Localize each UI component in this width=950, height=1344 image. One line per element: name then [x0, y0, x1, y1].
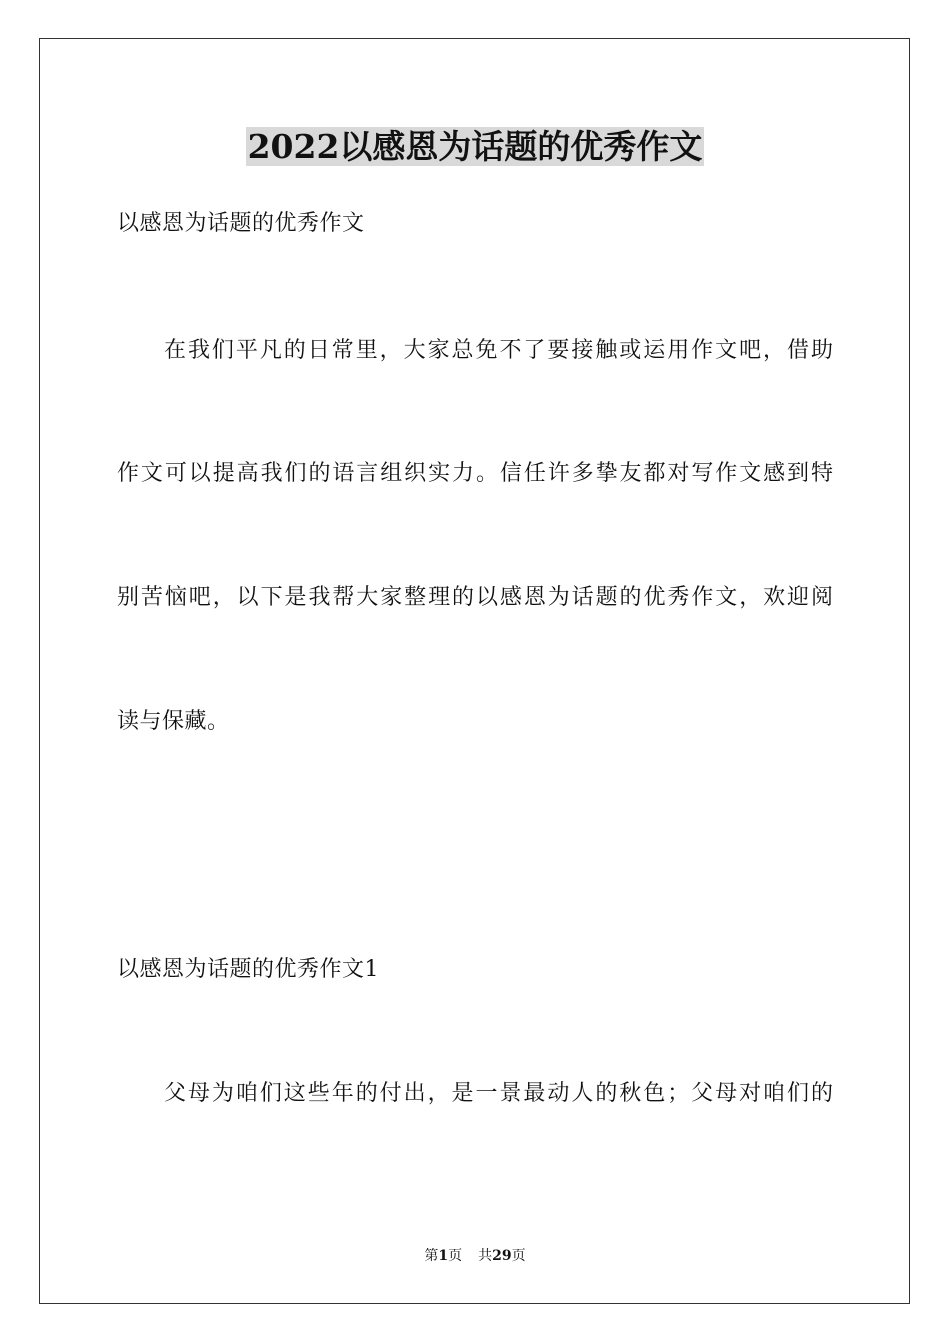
section-heading: 以感恩为话题的优秀作文1 [117, 957, 379, 982]
document-title [0, 124, 950, 170]
document-title-text: 2022以感恩为话题的优秀作文 [247, 127, 703, 166]
footer-total-pages: 29 [492, 1248, 512, 1264]
footer-page-suffix: 页 [448, 1248, 463, 1264]
intro-line-2: 作文可以提高我们的语言组织实力。信任许多挚友都对写作文感到特 [117, 461, 833, 486]
footer-total-suffix: 页 [511, 1248, 526, 1264]
footer-total-prefix: 共 [478, 1248, 493, 1264]
document-subtitle: 以感恩为话题的优秀作文 [117, 211, 365, 236]
intro-line-1: 在我们平凡的日常里，大家总免不了要接触或运用作文吧，借助 [164, 338, 833, 363]
footer-current-page: 1 [438, 1248, 449, 1264]
page-footer [0, 1247, 950, 1265]
footer-page-prefix: 第 [424, 1248, 439, 1264]
intro-line-4: 读与保藏。 [117, 709, 230, 734]
intro-line-3: 别苦恼吧，以下是我帮大家整理的以感恩为话题的优秀作文，欢迎阅 [117, 585, 833, 610]
section-line-1: 父母为咱们这些年的付出，是一景最动人的秋色；父母对咱们的 [164, 1081, 833, 1106]
